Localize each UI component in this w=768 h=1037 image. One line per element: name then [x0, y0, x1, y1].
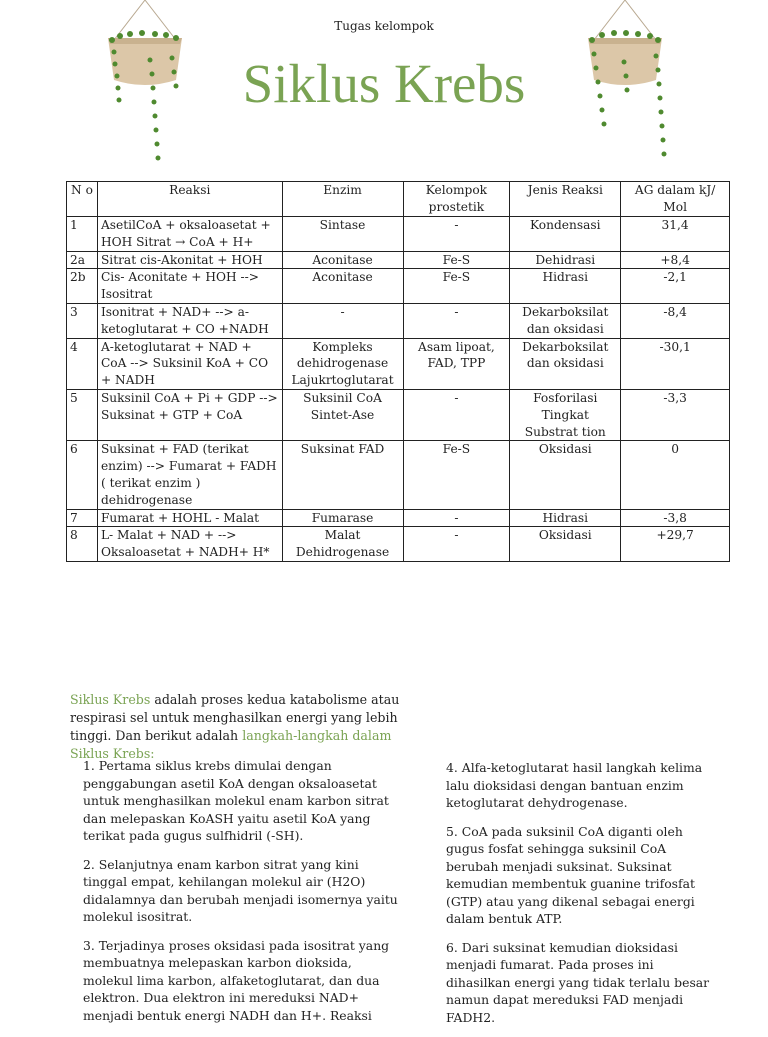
step-paragraph: 5. CoA pada suksinil CoA diganti oleh gugus fosfat sehingga suksinil CoA berubah menjadi suksinat. Suksinat kemudian membentuk guanine trifosfat (GTP) atau yang dikenal sebagai energi dalam bentuk ATP. — [446, 823, 695, 926]
step-paragraph: 6. Dari suksinat kemudian dioksidasi menjadi fumarat. Pada proses ini dihasilkan energi yang tidak terlalu besar namun dapat mereduksi FAD menjadi FADH2. — [446, 939, 710, 1025]
table-header-row — [67, 182, 730, 217]
step-paragraph: 2. Selanjutnya enam karbon sitrat yang kini tinggal empat, kehilangan molekul air (H2O) didalamnya dan berubah menjadi isomernya yaitu molekul isositrat. — [83, 856, 398, 924]
cell-no: 1 — [67, 217, 98, 252]
cell-enzim: - — [282, 303, 403, 338]
table-row — [67, 527, 730, 562]
cell-no: 8 — [67, 527, 98, 562]
document-top-label: Tugas kelompok — [334, 19, 434, 33]
cell-prostetik: Asam lipoat, FAD, TPP — [403, 338, 510, 389]
cell-prostetik: - — [403, 217, 510, 252]
cell-jenis: Dekarboksilat dan oksidasi — [510, 303, 621, 338]
cell-prostetik: - — [403, 509, 510, 527]
cell-reaksi: Suksinil CoA + Pi + GDP --> Suksinat + GTP + CoA — [97, 389, 282, 440]
cell-no: 7 — [67, 509, 98, 527]
cell-reaksi: Fumarat + HOHL - Malat — [97, 509, 282, 527]
cell-prostetik: Fe-S — [403, 269, 510, 304]
cell-ag: -3,3 — [621, 389, 730, 440]
cell-reaksi: Sitrat cis-Akonitat + HOH — [97, 251, 282, 269]
cell-enzim: Malat Dehidrogenase — [282, 527, 403, 562]
cell-no: 5 — [67, 389, 98, 440]
cell-jenis: Oksidasi — [510, 527, 621, 562]
cell-prostetik: - — [403, 389, 510, 440]
cell-no: 6 — [67, 441, 98, 509]
cell-ag: -3,8 — [621, 509, 730, 527]
intro-text: adalah proses kedua katabolisme atau respirasi sel untuk menghasilkan energi yang lebih tinggi. Dan berikut adalah — [70, 692, 400, 743]
table-row — [67, 303, 730, 338]
cell-jenis: Oksidasi — [510, 441, 621, 509]
cell-no: 2b — [67, 269, 98, 304]
cell-ag: -30,1 — [621, 338, 730, 389]
header-kelompok-prostetik: Kelompok prostetik — [403, 182, 510, 217]
cell-reaksi: Suksinat + FAD (terikat enzim) --> Fumarat + FADH ( terikat enzim ) dehidrogenase — [97, 441, 282, 509]
cell-prostetik: Fe-S — [403, 251, 510, 269]
cell-enzim: Sintase — [282, 217, 403, 252]
cell-jenis: Dehidrasi — [510, 251, 621, 269]
intro-steps-heading: langkah-langkah dalam Siklus Krebs: — [70, 728, 392, 761]
cell-enzim: Suksinil CoA Sintet-Ase — [282, 389, 403, 440]
hanging-plant-illustration-left — [100, 0, 190, 170]
krebs-cycle-table — [66, 181, 730, 562]
steps-column-left — [83, 757, 401, 1035]
cell-no: 2a — [67, 251, 98, 269]
table-row — [67, 338, 730, 389]
cell-jenis: Dekarboksilat dan oksidasi — [510, 338, 621, 389]
intro-term: Siklus Krebs — [70, 692, 151, 707]
cell-enzim: Aconitase — [282, 269, 403, 304]
cell-reaksi: A-ketoglutarat + NAD + CoA --> Suksinil KoA + CO + NADH — [97, 338, 282, 389]
cell-ag: 0 — [621, 441, 730, 509]
cell-no: 3 — [67, 303, 98, 338]
cell-enzim: Fumarase — [282, 509, 403, 527]
document-title: Siklus Krebs — [242, 53, 526, 114]
table-row — [67, 269, 730, 304]
step-paragraph: 3. Terjadinya proses oksidasi pada isositrat yang membuatnya melepaskan karbon dioksida, molekul lima karbon, alfaketoglutarat, dan dua elektron. Dua elektron ini mereduksi NAD+ menjadi bentuk energi NADH dan H+. Reaksi — [83, 937, 390, 1023]
step-paragraph: 1. Pertama siklus krebs dimulai dengan penggabungan asetil KoA dengan oksaloasetat untuk menghasilkan molekul enam karbon sitrat dan melepaskan KoASH yaitu asetil KoA yang terikat pada gugus sulfhidril (-SH). — [83, 758, 389, 843]
header-no: N o — [67, 182, 98, 217]
cell-enzim: Aconitase — [282, 251, 403, 269]
cell-jenis: Hidrasi — [510, 509, 621, 527]
cell-jenis: Fosforilasi Tingkat Substrat tion — [510, 389, 621, 440]
header-enzim: Enzim — [282, 182, 403, 217]
cell-enzim: Kompleks dehidrogenase Lajukrtoglutarat — [282, 338, 403, 389]
cell-prostetik: Fe-S — [403, 441, 510, 509]
cell-ag: +8,4 — [621, 251, 730, 269]
cell-ag: -2,1 — [621, 269, 730, 304]
table-row — [67, 509, 730, 527]
cell-ag: 31,4 — [621, 217, 730, 252]
cell-prostetik: - — [403, 527, 510, 562]
table-row — [67, 217, 730, 252]
cell-reaksi: Isonitrat + NAD+ --> a-ketoglutarat + CO +NADH — [97, 303, 282, 338]
cell-reaksi: Cis- Aconitate + HOH --> Isositrat — [97, 269, 282, 304]
header-jenis-reaksi: Jenis Reaksi — [510, 182, 621, 217]
cell-enzim: Suksinat FAD — [282, 441, 403, 509]
header-reaksi: Reaksi — [97, 182, 282, 217]
cell-ag: +29,7 — [621, 527, 730, 562]
table-row — [67, 389, 730, 440]
cell-prostetik: - — [403, 303, 510, 338]
cell-no: 4 — [67, 338, 98, 389]
cell-jenis: Hidrasi — [510, 269, 621, 304]
cell-reaksi: AsetilCoA + oksaloasetat + HOH Sitrat → CoA + H+ — [97, 217, 282, 252]
cell-reaksi: L- Malat + NAD + --> Oksaloasetat + NADH+ H* — [97, 527, 282, 562]
hanging-plant-illustration-right — [580, 0, 670, 170]
table-row — [67, 251, 730, 269]
steps-column-right — [446, 759, 714, 1037]
cell-jenis: Kondensasi — [510, 217, 621, 252]
cell-ag: -8,4 — [621, 303, 730, 338]
header-ag: AG dalam kJ/ Mol — [621, 182, 730, 217]
intro-paragraph — [70, 691, 400, 763]
table-row — [67, 441, 730, 509]
step-paragraph: 4. Alfa-ketoglutarat hasil langkah kelima lalu dioksidasi dengan bantuan enzim ketoglutarat dehydrogenase. — [446, 760, 703, 810]
